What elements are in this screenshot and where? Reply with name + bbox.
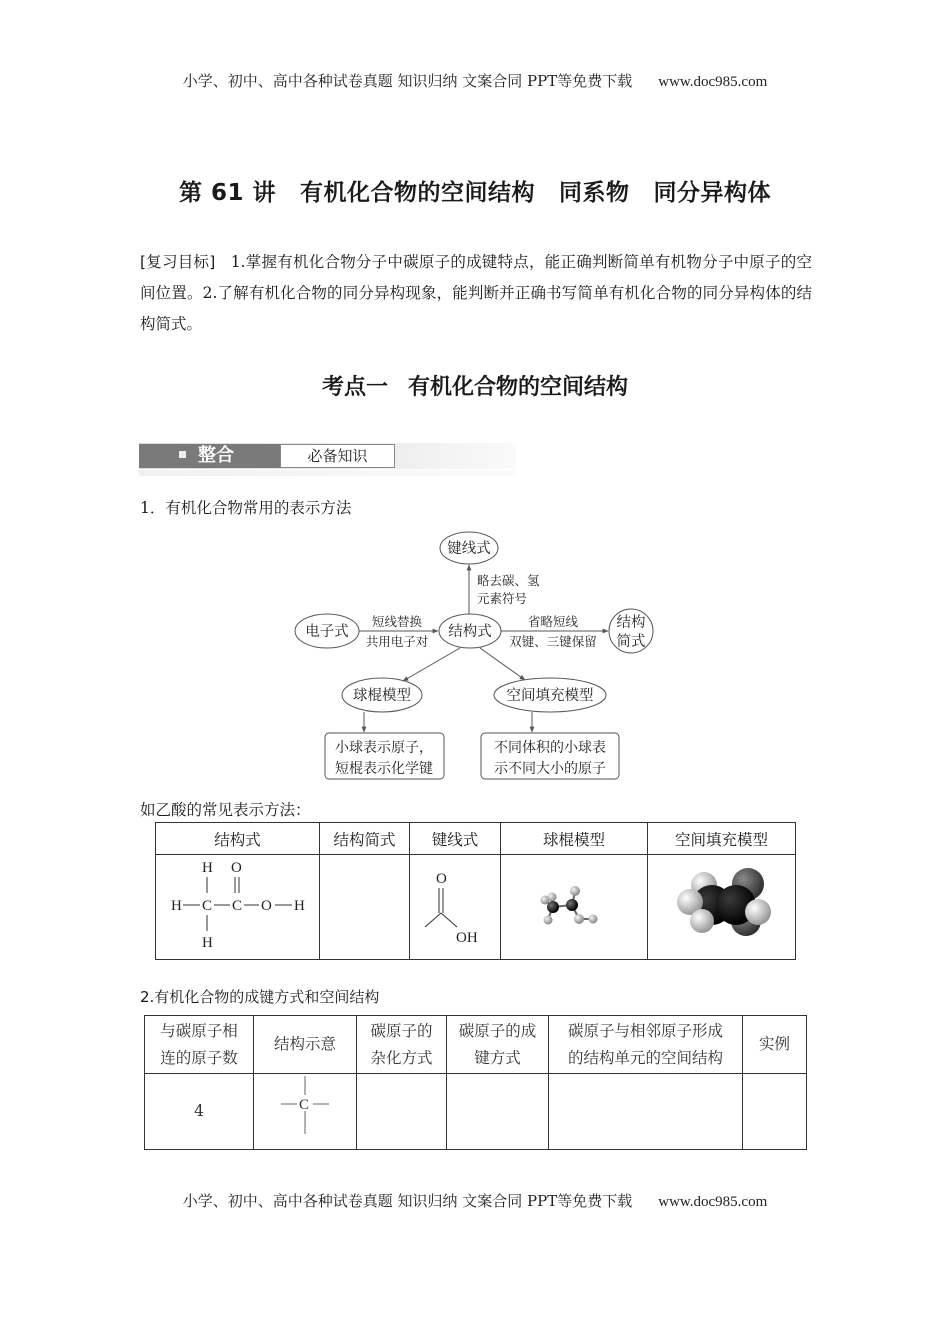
th-hybridization: 碳原子的 杂化方式 <box>357 1016 447 1074</box>
example-intro: 如乙酸的常见表示方法： <box>140 801 311 819</box>
th-ball-stick: 球棍模型 <box>501 823 648 855</box>
structural-formula-drawing <box>158 855 318 955</box>
label-space-fill: 空间填充模型 <box>506 688 594 704</box>
banner-shadow <box>139 470 516 476</box>
box-text-fill-1: 不同体积的小球表 <box>494 740 606 756</box>
cell-ball-stick <box>501 855 648 960</box>
banner-left <box>139 444 280 468</box>
point2-heading: 2.有机化合物的成键方式和空间结构 <box>140 988 380 1006</box>
label-skeletal: 键线式 <box>447 541 491 557</box>
square-bullet-icon <box>179 451 186 458</box>
section-banner <box>139 443 516 477</box>
label-structural: 结构式 <box>448 624 492 640</box>
th-spatial-structure: 碳原子与相邻原子形成 的结构单元的空间结构 <box>549 1016 743 1074</box>
th-structure-diagram: 结构示意 <box>254 1016 357 1074</box>
section-label: 考点一 <box>321 375 388 400</box>
page-footer <box>0 1190 950 1211</box>
cell-structural-formula <box>156 855 320 960</box>
table-row <box>156 855 796 960</box>
th-atom-count: 与碳原子相 连的原子数 <box>145 1016 254 1074</box>
footer-text: 小学、初中、高中各种试卷真题 知识归纳 文案合同 PPT等免费下载 <box>182 1192 633 1210</box>
footer-site: www.doc985.com <box>658 1194 768 1210</box>
cell-structure-diagram <box>254 1074 357 1150</box>
svg-text:H: H <box>293 898 305 914</box>
header-text: 小学、初中、高中各种试卷真题 知识归纳 文案合同 PPT等免费下载 <box>182 72 633 90</box>
cell-skeletal <box>410 855 501 960</box>
svg-text:H: H <box>201 860 213 876</box>
cell-hybridization <box>357 1074 447 1150</box>
section-name: 有机化合物的空间结构 <box>408 375 629 400</box>
edge-label-replace: 短线替换 <box>371 614 423 629</box>
title-part1: 有机化合物的空间结构 <box>300 180 536 206</box>
review-goals-text: 1.掌握有机化合物分子中碳原子的成键特点，能正确判断简单有机物分子中原子的空间位置。2.了解有机化合物的同分异构现象，能判断并正确书写简单有机化合物的同分异构体的结构简式。 <box>140 253 812 333</box>
banner-right: 必备知识 <box>280 444 395 468</box>
svg-text:H: H <box>201 935 213 951</box>
skeletal-formula-drawing <box>411 855 499 955</box>
svg-text:OH: OH <box>456 930 478 946</box>
th-bond-type: 碳原子的成 键方式 <box>447 1016 549 1074</box>
bonding-table <box>144 1015 807 1150</box>
edge-label-omit-2: 元素符号 <box>477 591 528 606</box>
label-ball-stick: 球棍模型 <box>353 688 411 704</box>
th-space-fill: 空间填充模型 <box>648 823 796 855</box>
label-electron: 电子式 <box>305 624 349 640</box>
th-structural: 结构式 <box>156 823 320 855</box>
representation-diagram <box>285 528 665 783</box>
review-goals <box>140 247 812 340</box>
point1-heading: 1．有机化合物常用的表示方法 <box>140 499 352 517</box>
edge-label-omit-1: 略去碳、氢 <box>477 573 540 588</box>
page-title <box>0 174 950 207</box>
title-part3: 同分异构体 <box>653 180 772 206</box>
review-goals-label: [复习目标] <box>140 253 216 271</box>
cell-space-fill <box>648 855 796 960</box>
page-header <box>0 70 950 91</box>
svg-text:C: C <box>299 1097 310 1113</box>
edge-label-omit-lines: 省略短线 <box>527 614 579 629</box>
cell-bond-type <box>447 1074 549 1150</box>
svg-text:H: H <box>170 898 182 914</box>
th-example: 实例 <box>743 1016 807 1074</box>
edge-label-keep-bonds: 双键、三键保留 <box>509 634 597 649</box>
cell-condensed <box>320 855 410 960</box>
svg-text:O: O <box>230 860 242 876</box>
th-condensed: 结构简式 <box>320 823 410 855</box>
acetic-acid-table <box>155 822 796 960</box>
th-skeletal: 键线式 <box>410 823 501 855</box>
table-row <box>145 1074 807 1150</box>
section-title <box>0 370 950 401</box>
box-text-ball-2: 短棍表示化学键 <box>335 761 433 777</box>
label-condensed-2: 简式 <box>616 634 646 650</box>
space-filling-model-image <box>672 865 772 945</box>
banner-left-label: 整合 <box>198 445 234 466</box>
box-text-fill-2: 示不同大小的原子 <box>494 761 606 777</box>
svg-text:C: C <box>201 898 212 914</box>
header-site: www.doc985.com <box>658 74 768 90</box>
title-part2: 同系物 <box>559 180 630 206</box>
title-lecture: 第 61 讲 <box>178 180 277 206</box>
svg-text:O: O <box>436 871 447 887</box>
label-condensed-1: 结构 <box>616 615 646 631</box>
edge-label-shared-pair: 共用电子对 <box>365 634 429 649</box>
cell-atom-count: 4 <box>145 1074 254 1150</box>
box-text-ball-1: 小球表示原子， <box>335 740 433 756</box>
svg-text:C: C <box>231 898 242 914</box>
ball-stick-model-image <box>534 875 614 935</box>
tetravalent-carbon-drawing <box>275 1074 335 1140</box>
svg-text:O: O <box>260 898 272 914</box>
table-header-row <box>145 1016 807 1074</box>
table-header-row <box>156 823 796 855</box>
cell-spatial-structure <box>549 1074 743 1150</box>
cell-example <box>743 1074 807 1150</box>
